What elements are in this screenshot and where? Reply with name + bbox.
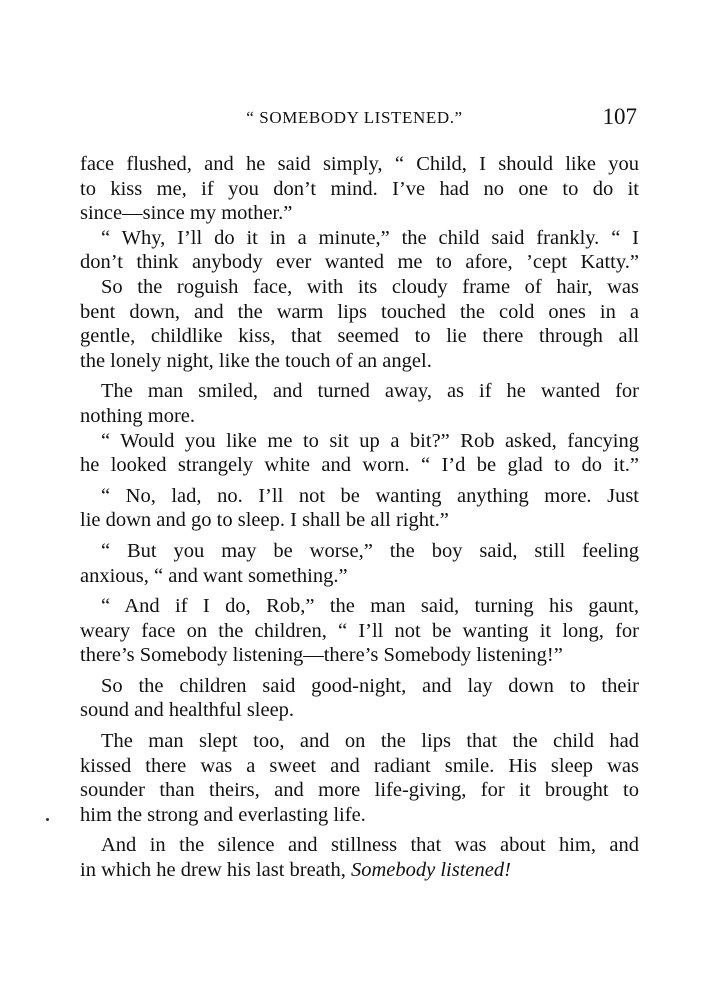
paragraph xyxy=(80,429,639,478)
paragraph xyxy=(80,539,639,588)
text-line: kissed there was a sweet and radiant smile. His sleep was xyxy=(80,754,639,777)
body-text xyxy=(80,152,639,883)
text-line: there’s Somebody listening—there’s Somebody listening!” xyxy=(80,644,563,667)
paragraph xyxy=(80,833,639,882)
paragraph xyxy=(80,594,639,668)
text-line: he looked strangely white and worn. “ I’d be glad to do it.” xyxy=(80,454,639,477)
text-line: sounder than theirs, and more life-giving, for it brought to xyxy=(80,779,639,802)
paragraph xyxy=(80,275,639,373)
text-line: So the children said good-night, and lay down to their xyxy=(101,674,639,697)
paragraph xyxy=(80,484,639,533)
text-line: weary face on the children, “ I’ll not be wanting it long, for xyxy=(80,619,639,642)
text-line: And in the silence and stillness that was about him, and xyxy=(101,834,639,857)
text-line: the lonely night, like the touch of an angel. xyxy=(80,349,432,372)
paragraph xyxy=(80,226,639,275)
text-line: “ And if I do, Rob,” the man said, turning his gaunt, xyxy=(101,595,639,618)
running-title: “ SOMEBODY LISTENED.” xyxy=(246,108,463,127)
emphasized-phrase: Somebody listened! xyxy=(350,859,511,882)
text-line: bent down, and the warm lips touched the cold ones in a xyxy=(80,300,639,323)
text-line: since—since my mother.” xyxy=(80,202,293,225)
text-line xyxy=(80,858,639,883)
page-number: 107 xyxy=(602,104,637,129)
text-line: sound and healthful sleep. xyxy=(80,699,295,722)
paragraph xyxy=(80,152,639,226)
text-line: “ No, lad, no. I’ll not be wanting anything more. Just xyxy=(101,484,639,507)
text-line: to kiss me, if you don’t mind. I’ve had no one to do it xyxy=(80,177,639,200)
text-line: “ Why, I’ll do it in a minute,” the child said frankly. “ I xyxy=(101,226,639,249)
text-line: The man slept too, and on the lips that the child had xyxy=(101,730,639,753)
paragraph xyxy=(80,729,639,827)
text-line: him the strong and everlasting life. xyxy=(80,803,366,826)
text-line: “ But you may be worse,” the boy said, still feeling xyxy=(101,539,639,562)
text-line: face flushed, and he said simply, “ Child, I should like you xyxy=(80,153,639,175)
stray-ink-mark xyxy=(46,818,49,821)
text-line: “ Would you like me to sit up a bit?” Rob asked, fancying xyxy=(101,429,639,452)
text-line: nothing more. xyxy=(80,404,196,427)
text-line: anxious, “ and want something.” xyxy=(80,564,348,587)
text-fragment: in which he drew his last breath, xyxy=(80,859,346,882)
text-line: lie down and go to sleep. I shall be all right.” xyxy=(80,509,449,532)
text-line: So the roguish face, with its cloudy frame of hair, was xyxy=(101,275,639,298)
text-line: The man smiled, and turned away, as if he wanted for xyxy=(101,380,639,403)
running-header xyxy=(80,104,637,134)
text-line: gentle, childlike kiss, that seemed to lie there through all xyxy=(80,325,639,348)
text-line: don’t think anybody ever wanted me to afore, ’cept Katty.” xyxy=(80,251,639,274)
paragraph xyxy=(80,379,639,428)
paragraph xyxy=(80,674,639,723)
